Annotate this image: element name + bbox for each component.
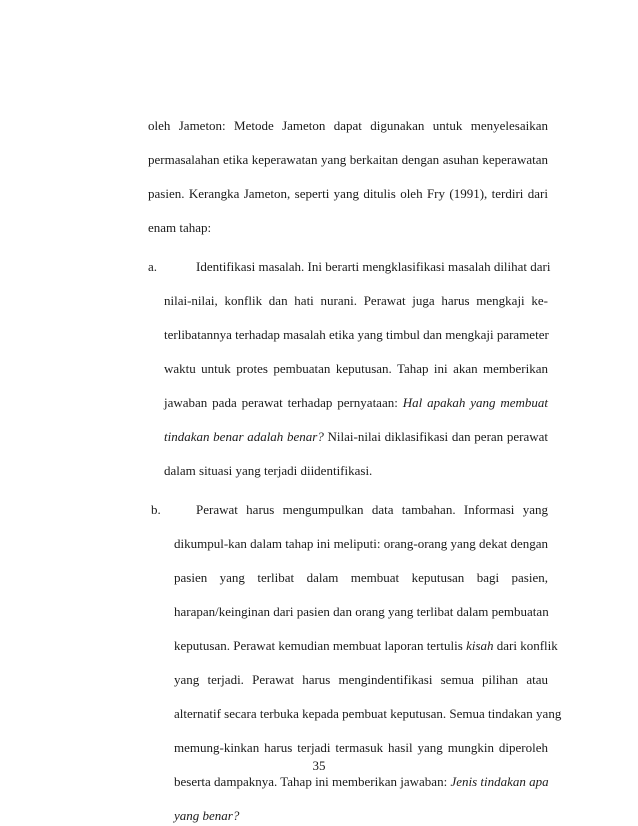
item-b-line: alternatif secara terbuka kepada pembuat keputusan. Semua tindakan yang: [174, 706, 562, 721]
item-b-line: pasien yang terlibat dalam membuat keputusan bagi pasien,: [174, 570, 548, 585]
item-a-line: waktu untuk protes pembuatan keputusan. Tahap ini akan memberikan: [164, 361, 548, 376]
intro-line: permasalahan etika keperawatan yang berkaitan dengan asuhan keperawatan: [148, 152, 548, 167]
item-b-line: dikumpul-kan dalam tahap ini meliputi: orang-orang yang dekat dengan: [174, 536, 549, 551]
item-a-line: terlibatannya terhadap masalah etika yang timbul dan mengkaji parameter: [164, 327, 549, 342]
item-b-line: yang benar?: [174, 808, 240, 823]
item-b-line: Perawat harus mengumpulkan data tambahan. Informasi yang: [196, 502, 548, 517]
item-b-line: keputusan. Perawat kemudian membuat laporan tertulis kisah dari konflik: [174, 638, 558, 653]
intro-line: oleh Jameton: Metode Jameton dapat digunakan untuk menyelesaikan: [148, 118, 548, 133]
item-a-line: dalam situasi yang terjadi diidentifikasi.: [164, 463, 373, 478]
page-number: 35: [312, 758, 326, 773]
list-marker-b: b.: [151, 502, 161, 517]
intro-line: pasien. Kerangka Jameton, seperti yang ditulis oleh Fry (1991), terdiri dari: [148, 186, 548, 201]
item-b-line: harapan/keinginan dari pasien dan orang yang terlibat dalam pembuatan: [174, 604, 549, 619]
item-a-line: tindakan benar adalah benar? Nilai-nilai diklasifikasi dan peran perawat: [164, 429, 548, 444]
item-b-line: memung-kinkan harus terjadi termasuk hasil yang mungkin diperoleh: [174, 740, 548, 755]
list-marker-a: a.: [148, 259, 158, 274]
item-a-line: Identifikasi masalah. Ini berarti mengklasifikasi masalah dilihat dari: [196, 259, 551, 274]
item-a-line: jawaban pada perawat terhadap pernyataan: Hal apakah yang membuat: [164, 395, 548, 410]
item-b-line: yang terjadi. Perawat harus mengindentifikasi semua pilihan atau: [174, 672, 548, 687]
item-a-line: nilai-nilai, konflik dan hati nurani. Perawat juga harus mengkaji ke-: [164, 293, 548, 308]
item-b-line: beserta dampaknya. Tahap ini memberikan jawaban: Jenis tindakan apa: [174, 774, 549, 789]
intro-line: enam tahap:: [148, 220, 212, 235]
